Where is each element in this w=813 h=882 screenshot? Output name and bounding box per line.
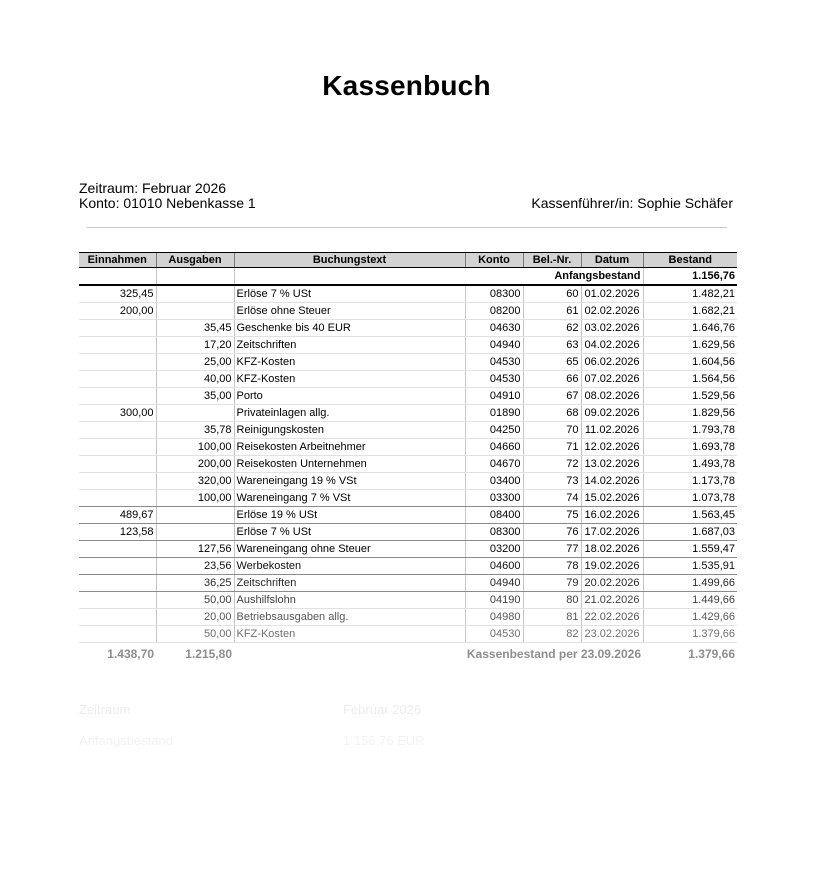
cell-konto: 04940 [465, 337, 523, 354]
cell-ausgaben: 40,00 [156, 371, 234, 388]
report-meta [79, 181, 256, 211]
cell-bestand: 1.629,56 [643, 337, 737, 354]
cell-belnr: 61 [523, 303, 581, 320]
opening-balance-value: 1.156,76 [643, 268, 737, 286]
cell-buchungstext: Wareneingang 7 % VSt [234, 490, 465, 507]
cell-einnahmen [79, 473, 156, 490]
cell-bestand: 1.687,03 [643, 524, 737, 541]
cell-konto: 03300 [465, 490, 523, 507]
cell-ausgaben: 200,00 [156, 456, 234, 473]
ghost-period-value: Februar 2026 [343, 702, 422, 717]
cell-ausgaben: 50,00 [156, 626, 234, 643]
cell-datum: 17.02.2026 [581, 524, 643, 541]
cell-einnahmen [79, 422, 156, 439]
cell-datum: 20.02.2026 [581, 575, 643, 592]
cell-ausgaben [156, 524, 234, 541]
cell-einnahmen [79, 575, 156, 592]
cell-buchungstext: Porto [234, 388, 465, 405]
cell-belnr: 67 [523, 388, 581, 405]
col-header-belnr[interactable]: Bel.-Nr. [523, 253, 581, 268]
cell-buchungstext: Erlöse ohne Steuer [234, 303, 465, 320]
cell-belnr: 74 [523, 490, 581, 507]
table-row[interactable] [79, 558, 737, 575]
ghost-period-label: Zeitraum [79, 702, 131, 717]
cell-ausgaben [156, 405, 234, 422]
cell-datum: 16.02.2026 [581, 507, 643, 524]
cell-einnahmen [79, 439, 156, 456]
cell-datum: 09.02.2026 [581, 405, 643, 422]
cell-bestand: 1.682,21 [643, 303, 737, 320]
cell-konto: 04910 [465, 388, 523, 405]
cell-belnr: 68 [523, 405, 581, 422]
cell-einnahmen [79, 337, 156, 354]
cell-belnr: 75 [523, 507, 581, 524]
closing-balance-label: Kassenbestand per 23.09.2026 [234, 643, 643, 666]
cell-bestand: 1.482,21 [643, 285, 737, 303]
table-row[interactable] [79, 575, 737, 592]
cell-konto: 03400 [465, 473, 523, 490]
cell-bestand: 1.564,56 [643, 371, 737, 388]
table-row[interactable] [79, 303, 737, 320]
account-text: Konto: 01010 Nebenkasse 1 [79, 195, 256, 211]
cell-buchungstext: Erlöse 19 % USt [234, 507, 465, 524]
cell-konto: 04940 [465, 575, 523, 592]
col-header-ausgaben[interactable]: Ausgaben [156, 253, 234, 268]
total-einnahmen: 1.438,70 [79, 643, 156, 666]
cell-datum: 23.02.2026 [581, 626, 643, 643]
table-row[interactable] [79, 337, 737, 354]
cell-datum: 04.02.2026 [581, 337, 643, 354]
cell-belnr: 82 [523, 626, 581, 643]
cell-ausgaben: 25,00 [156, 354, 234, 371]
cell-datum: 12.02.2026 [581, 439, 643, 456]
table-row[interactable] [79, 524, 737, 541]
cell-konto: 04600 [465, 558, 523, 575]
cell-belnr: 62 [523, 320, 581, 337]
table-row[interactable] [79, 609, 737, 626]
cell-datum: 22.02.2026 [581, 609, 643, 626]
col-header-konto[interactable]: Konto [465, 253, 523, 268]
cell-ausgaben: 36,25 [156, 575, 234, 592]
period-text: Zeitraum: Februar 2026 [79, 180, 227, 196]
cell-belnr: 79 [523, 575, 581, 592]
cell-datum: 15.02.2026 [581, 490, 643, 507]
cell-belnr: 77 [523, 541, 581, 558]
col-header-datum[interactable]: Datum [581, 253, 643, 268]
cell-ausgaben: 100,00 [156, 490, 234, 507]
cell-ausgaben: 127,56 [156, 541, 234, 558]
cell-ausgaben: 320,00 [156, 473, 234, 490]
cell-einnahmen [79, 558, 156, 575]
cell-buchungstext: Aushilfslohn [234, 592, 465, 609]
cell-einnahmen [79, 354, 156, 371]
cell-konto: 04670 [465, 456, 523, 473]
cell-konto: 08300 [465, 285, 523, 303]
cell-belnr: 60 [523, 285, 581, 303]
cell-bestand: 1.793,78 [643, 422, 737, 439]
cell-buchungstext: KFZ-Kosten [234, 354, 465, 371]
cell-konto: 04980 [465, 609, 523, 626]
cell-datum: 14.02.2026 [581, 473, 643, 490]
cell-bestand: 1.693,78 [643, 439, 737, 456]
cell-konto: 08200 [465, 303, 523, 320]
cell-buchungstext: Betriebsausgaben allg. [234, 609, 465, 626]
closing-balance-value: 1.379,66 [643, 643, 737, 666]
cell-bestand: 1.563,45 [643, 507, 737, 524]
cell-einnahmen: 489,67 [79, 507, 156, 524]
cell-datum: 01.02.2026 [581, 285, 643, 303]
cell-einnahmen [79, 592, 156, 609]
cell-belnr: 73 [523, 473, 581, 490]
cell-buchungstext: Erlöse 7 % USt [234, 285, 465, 303]
table-row[interactable] [79, 541, 737, 558]
cell-bestand: 1.449,66 [643, 592, 737, 609]
cell-buchungstext: KFZ-Kosten [234, 371, 465, 388]
cell-einnahmen [79, 626, 156, 643]
cell-datum: 19.02.2026 [581, 558, 643, 575]
col-header-bestand[interactable]: Bestand [643, 253, 737, 268]
cell-einnahmen [79, 609, 156, 626]
cell-einnahmen: 325,45 [79, 285, 156, 303]
cell-datum: 18.02.2026 [581, 541, 643, 558]
cell-buchungstext: KFZ-Kosten [234, 626, 465, 643]
table-row[interactable] [79, 371, 737, 388]
cell-belnr: 65 [523, 354, 581, 371]
cell-ausgaben: 35,78 [156, 422, 234, 439]
cell-konto: 04530 [465, 371, 523, 388]
cell-buchungstext: Wareneingang ohne Steuer [234, 541, 465, 558]
table-row[interactable] [79, 388, 737, 405]
cell-ausgaben: 50,00 [156, 592, 234, 609]
cell-einnahmen [79, 388, 156, 405]
cell-buchungstext: Erlöse 7 % USt [234, 524, 465, 541]
cell-bestand: 1.493,78 [643, 456, 737, 473]
page-title: Kassenbuch [322, 70, 491, 101]
cell-bestand: 1.535,91 [643, 558, 737, 575]
cell-belnr: 71 [523, 439, 581, 456]
cell-belnr: 78 [523, 558, 581, 575]
cell-buchungstext: Werbekosten [234, 558, 465, 575]
cell-datum: 02.02.2026 [581, 303, 643, 320]
cell-bestand: 1.499,66 [643, 575, 737, 592]
table-row[interactable] [79, 422, 737, 439]
cell-bestand: 1.429,66 [643, 609, 737, 626]
cell-konto: 04630 [465, 320, 523, 337]
cell-datum: 08.02.2026 [581, 388, 643, 405]
cell-buchungstext: Geschenke bis 40 EUR [234, 320, 465, 337]
cell-datum: 06.02.2026 [581, 354, 643, 371]
cell-datum: 07.02.2026 [581, 371, 643, 388]
total-ausgaben: 1.215,80 [156, 643, 234, 666]
cell-bestand: 1.646,76 [643, 320, 737, 337]
cell-belnr: 81 [523, 609, 581, 626]
cell-buchungstext: Reinigungskosten [234, 422, 465, 439]
col-header-buchungstext[interactable]: Buchungstext [234, 253, 465, 268]
cell-datum: 03.02.2026 [581, 320, 643, 337]
cell-bestand: 1.829,56 [643, 405, 737, 422]
col-header-einnahmen[interactable]: Einnahmen [79, 253, 156, 268]
table-row[interactable] [79, 354, 737, 371]
cell-konto: 04530 [465, 626, 523, 643]
cell-datum: 13.02.2026 [581, 456, 643, 473]
opening-balance-label: Anfangsbestand [234, 268, 643, 286]
cell-belnr: 70 [523, 422, 581, 439]
cell-einnahmen [79, 490, 156, 507]
table-row[interactable] [79, 320, 737, 337]
cell-einnahmen: 200,00 [79, 303, 156, 320]
cell-konto: 04190 [465, 592, 523, 609]
cell-einnahmen [79, 456, 156, 473]
cell-buchungstext: Privateinlagen allg. [234, 405, 465, 422]
table-row[interactable] [79, 592, 737, 609]
cell-belnr: 66 [523, 371, 581, 388]
cashier-text: Kassenführer/in: Sophie Schäfer [531, 195, 733, 211]
cell-bestand: 1.559,47 [643, 541, 737, 558]
cell-konto: 04530 [465, 354, 523, 371]
table-row[interactable] [79, 285, 737, 303]
table-row[interactable] [79, 405, 737, 422]
ghost-opening-value: 1.156,76 EUR [343, 733, 425, 748]
cell-einnahmen [79, 541, 156, 558]
table-row[interactable] [79, 507, 737, 524]
cell-bestand: 1.529,56 [643, 388, 737, 405]
cell-konto: 08400 [465, 507, 523, 524]
cell-konto: 08300 [465, 524, 523, 541]
cell-einnahmen: 300,00 [79, 405, 156, 422]
cell-konto: 01890 [465, 405, 523, 422]
table-row[interactable] [79, 473, 737, 490]
cell-belnr: 76 [523, 524, 581, 541]
cell-belnr: 72 [523, 456, 581, 473]
cell-bestand: 1.604,56 [643, 354, 737, 371]
cell-ausgaben [156, 285, 234, 303]
divider [87, 227, 727, 228]
cell-datum: 11.02.2026 [581, 422, 643, 439]
cell-buchungstext: Reisekosten Unternehmen [234, 456, 465, 473]
cell-einnahmen [79, 371, 156, 388]
cell-buchungstext: Reisekosten Arbeitnehmer [234, 439, 465, 456]
table-row[interactable] [79, 456, 737, 473]
totals-row [79, 643, 737, 666]
table-row[interactable] [79, 490, 737, 507]
cell-ausgaben: 35,00 [156, 388, 234, 405]
cell-ausgaben: 100,00 [156, 439, 234, 456]
cell-ausgaben: 35,45 [156, 320, 234, 337]
cell-datum: 21.02.2026 [581, 592, 643, 609]
cell-buchungstext: Wareneingang 19 % VSt [234, 473, 465, 490]
opening-balance-row [79, 268, 737, 286]
table-header-row [79, 253, 737, 268]
ghost-opening-label: Anfangsbestand [79, 733, 173, 748]
table-row[interactable] [79, 439, 737, 456]
table-row[interactable] [79, 626, 737, 643]
cell-buchungstext: Zeitschriften [234, 337, 465, 354]
cell-belnr: 80 [523, 592, 581, 609]
cell-bestand: 1.379,66 [643, 626, 737, 643]
cell-ausgaben: 17,20 [156, 337, 234, 354]
cell-bestand: 1.073,78 [643, 490, 737, 507]
cell-einnahmen: 123,58 [79, 524, 156, 541]
cell-konto: 03200 [465, 541, 523, 558]
cashbook-table [79, 252, 737, 665]
cell-ausgaben [156, 303, 234, 320]
cell-einnahmen [79, 320, 156, 337]
cell-buchungstext: Zeitschriften [234, 575, 465, 592]
cell-konto: 04660 [465, 439, 523, 456]
cell-ausgaben: 23,56 [156, 558, 234, 575]
cell-bestand: 1.173,78 [643, 473, 737, 490]
cell-konto: 04250 [465, 422, 523, 439]
cell-belnr: 63 [523, 337, 581, 354]
cell-ausgaben [156, 507, 234, 524]
cell-ausgaben: 20,00 [156, 609, 234, 626]
